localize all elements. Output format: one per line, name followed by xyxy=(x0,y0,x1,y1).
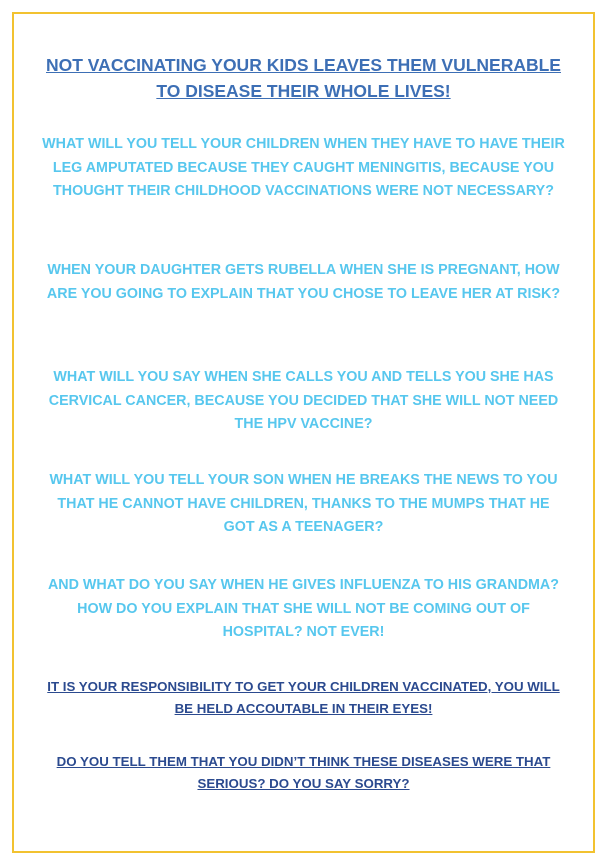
closing-question: DO YOU TELL THEM THAT YOU DIDN’T THINK THESE DISEASES WERE THAT SERIOUS? DO YOU SAY SORRY? xyxy=(56,754,551,791)
closing-responsibility: IT IS YOUR RESPONSIBILITY TO GET YOUR CHILDREN VACCINATED, YOU WILL BE HELD ACCOUTABLE IN THEIR EYES! xyxy=(47,679,560,716)
paragraph-hpv: WHAT WILL YOU SAY WHEN SHE CALLS YOU AND TELLS YOU SHE HAS CERVICAL CANCER, BECAUSE YOU DECIDED THAT SHE WILL NOT NEED THE HPV VACCINE? xyxy=(48,369,559,432)
paragraph-rubella: WHEN YOUR DAUGHTER GETS RUBELLA WHEN SHE IS PREGNANT, HOW ARE YOU GOING TO EXPLAIN THAT YOU CHOSE TO LEAVE HER AT RISK? xyxy=(46,262,561,302)
paragraph-influenza: AND WHAT DO YOU SAY WHEN HE GIVES INFLUENZA TO HIS GRANDMA? HOW DO YOU EXPLAIN THAT SHE WILL NOT BE COMING OUT OF HOSPITAL? NOT EVER! xyxy=(47,577,559,640)
document-title: NOT VACCINATING YOUR KIDS LEAVES THEM VULNERABLE TO DISEASE THEIR WHOLE LIVES! xyxy=(46,55,561,101)
paragraph-mumps: WHAT WILL YOU TELL YOUR SON WHEN HE BREAKS THE NEWS TO YOU THAT HE CANNOT HAVE CHILDREN, THANKS TO THE MUMPS THAT HE GOT AS A TEENAGER? xyxy=(49,472,558,535)
paragraph-meningitis: WHAT WILL YOU TELL YOUR CHILDREN WHEN THEY HAVE TO HAVE THEIR LEG AMPUTATED BECAUSE THEY CAUGHT MENINGITIS, BECAUSE YOU THOUGHT THEIR CHILDHOOD VACCINATIONS WERE NOT NECESSARY? xyxy=(42,136,565,199)
